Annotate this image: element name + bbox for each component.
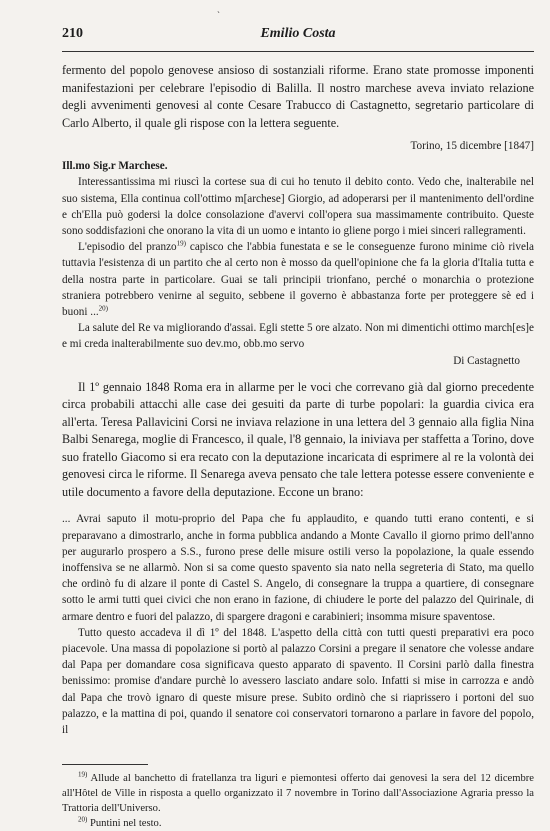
footnote-20 bbox=[62, 816, 534, 831]
footnote-ref-19: 19) bbox=[176, 239, 186, 248]
footnote-19-text: Allude al banchetto di fratellanza tra liguri e piemontesi offerto dai genovesi la sera del 12 dicembre all'Hôtel de Ville in risposta a quello organizzato il 7 novembre in Torino dall'Associazione Agraria presso la Trattoria dell'Universo. bbox=[62, 773, 534, 815]
letter-paragraph-2-text-a: L'episodio del pranzo bbox=[78, 241, 177, 254]
footnote-rule bbox=[62, 764, 148, 765]
stray-mark: ` bbox=[217, 10, 220, 20]
letter-signature: Di Castagnetto bbox=[453, 354, 520, 367]
page-header bbox=[62, 10, 534, 46]
letter-paragraph-3: La salute del Re va migliorando d'assai. Egli stette 5 ore alzato. Non mi dimentichi ottimo march[es]e e mi creda inalterabilmente suo dev.mo, obb.mo servo bbox=[62, 322, 534, 351]
letter-salutation: Ill.mo Sig.r Marchese. bbox=[62, 160, 168, 173]
quoted-letter-paragraph-1: ... Avrai saputo il motu-proprio del Papa che fu applaudito, e quando tutti erano contenti, e si preparavano a dimostrarlo, anche in forma pubblica andando a Monte Cavallo il giorno primo dell'anno per augurarlo prospero a S.S., furono prese delle misure ostili verso la popolazione, la quale essendo inoffensiva se ne allarmò. Non si sa come questo spavento sia nato nella segreteria di Stato, ma quello che ordinò fu di alzare il ponte di Castel S. Angelo, di consegnare la truppa a quartiere, di consegnare sotto le armi tutti quei civici che non erano in fazione, di chiudere le porte del palazzo del Quirinale, di armare dentro e fuori del palazzo, di spargere dragoni e carabinieri; insomma misure spaventose. bbox=[62, 513, 534, 623]
running-head: Emilio Costa bbox=[260, 26, 336, 41]
body-paragraph-2: Il 1º gennaio 1848 Roma era in allarme per le voci che correvano già dal giorno precedente circa probabili attacchi alle case dei gesuiti da parte di turbe popolari: la guardia civica era all'erta. Teresa Pallavicini Corsi ne inviava relazione in una lettera del 3 gennaio alla figlia Nina Balbi Senarega, moglie di Francesco, il quale, l'8 gennaio, la iniviava per staffetta a Torino, dove suo fratello Giacomo si era recato con la deputazione incaricata di esprimere al re la volontà dei genovesi circa le riforme. Il Senarega aveva pensato che tale lettera potesse essere conveniente e utile documento a favore della deputazione. Eccone un brano: bbox=[62, 379, 534, 499]
footnote-20-mark: 20) bbox=[78, 815, 88, 824]
body-paragraph-1: fermento del popolo genovese ansioso di sostanziali riforme. Erano state promosse imponenti manifestazioni per celebrare l'episodio di Balilla. Il nostro marchese aveva inviato relazione degli avvenimenti genovesi al conte Cesare Trabucco di Castagnetto, segretario particolare di Carlo Alberto, il quale gli rispose con la lettera seguente. bbox=[62, 63, 534, 130]
footnote-20-text: Puntini nel testo. bbox=[87, 818, 162, 830]
page-number: 210 bbox=[62, 26, 83, 41]
footnote-19 bbox=[62, 771, 534, 816]
letter-paragraph-2 bbox=[62, 239, 534, 320]
footnote-19-mark: 19) bbox=[78, 770, 88, 779]
letter-paragraph-2-text-b: capisco che l'abbia funestata e se le conseguenze furono minime ciò rivela tuttavia l'esistenza di un partito che al certo non è mosso da quell'opinione che fa la gloria d'Italia tutta e della nostra parte in particolare. Guai se tali principii trionfano, perché o monarchia o protezione straniera potrebbero venirne al seguito, sebbene il governo è abbastanza forte per proteggere sè ed i buoni ... bbox=[62, 241, 535, 319]
header-rule bbox=[62, 51, 534, 52]
letter-paragraph-1: Interessantissima mi riuscì la cortese sua di cui ho tenuto il debito conto. Vedo che, inalterabile nel suo sistema, Ella continua coll'ottimo m[archese] Giorgio, ad adoperarsi per il mantenimento dell'ordine e ch'Ella può godersi la dolce consolazione d'avervi coll'opera sua massimamente contribuito. Queste sono soddisfazioni che onorano la vita di un uomo e intanto io gliene porgo i miei sinceri rallegramenti. bbox=[62, 176, 534, 238]
quoted-letter-paragraph-2: Tutto questo accadeva il dì 1º del 1848. L'aspetto della città con tutti questi preparativi era poco piacevole. Una massa di popolazione si portò al palazzo Corsini a pregare il senatore che volesse andare dal Papa per domandare cosa significava questo apparato di spavento. Il Corsini parlò dalla finestra benissimo: promise d'andare purchè lo avessero lasciato andare solo. Infatti si mise in carrozza e andò dal Papa che trovò ignaro di queste misure prese. Subito ordinò che si riaprissero i portoni del suo palazzo, e la mattina di poi, quando il senatore coi conservatori tornarono a parlare in favore del popolo, il bbox=[62, 626, 534, 736]
footnote-ref-20: 20) bbox=[98, 304, 109, 313]
letter-dateline: Torino, 15 dicembre [1847] bbox=[410, 140, 534, 152]
